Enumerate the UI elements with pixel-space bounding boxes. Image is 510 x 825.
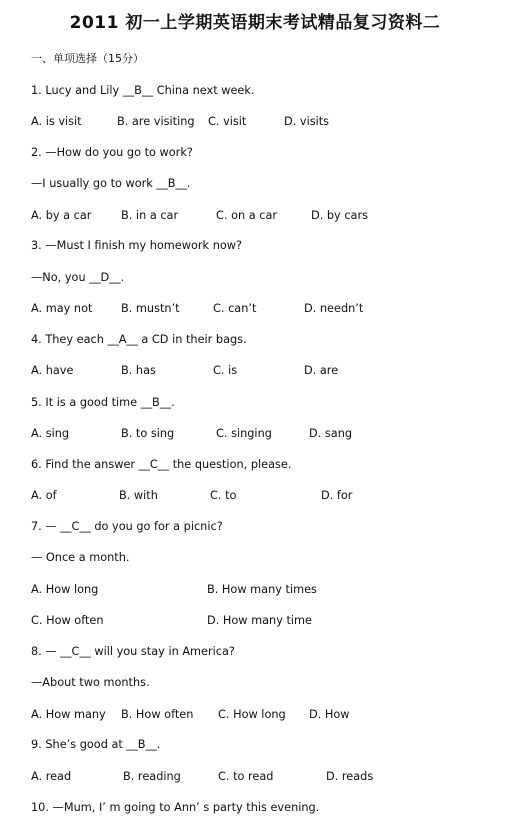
q9-option-b: B. reading [123, 770, 181, 783]
q5-option-b: B. to sing [121, 427, 175, 440]
q8-option-a: A. How many [31, 708, 106, 721]
q2-option-b: B. in a car [121, 209, 179, 222]
question-10: 10. —Mum, I’ m going to Ann’ s party this evening. [31, 801, 320, 814]
question-8: 8. — __C__ will you stay in America? [31, 645, 235, 658]
q3-option-a: A. may not [31, 302, 93, 315]
q8-option-b: B. How often [121, 708, 194, 721]
q7-option-d: D. How many time [207, 614, 313, 627]
page-title: 2011 初一上学期英语期末考试精品复习资料二 [69, 13, 441, 33]
question-7: 7. — __C__ do you go for a picnic? [31, 520, 223, 533]
q3-option-d: D. needn’t [304, 302, 364, 315]
q1-option-c: C. visit [208, 115, 247, 128]
q4-option-b: B. has [121, 364, 156, 377]
q1-option-b: B. are visiting [117, 115, 195, 128]
question-4: 4. They each __A__ a CD in their bags. [31, 333, 247, 346]
question-6: 6. Find the answer __C__ the question, please. [31, 458, 292, 471]
question-2: 2. —How do you go to work? [31, 146, 193, 159]
q4-option-c: C. is [213, 364, 238, 377]
q6-option-c: C. to [210, 489, 237, 502]
q4-option-d: D. are [304, 364, 339, 377]
q5-option-c: C. singing [216, 427, 272, 440]
q6-option-b: B. with [119, 489, 158, 502]
q7-option-a: A. How long [31, 583, 99, 596]
section-heading: 一、单项选择（15分） [31, 52, 144, 65]
q3-option-c: C. can’t [213, 302, 257, 315]
q4-option-a: A. have [31, 364, 74, 377]
q3-option-b: B. mustn’t [121, 302, 180, 315]
q8-option-c: C. How long [218, 708, 286, 721]
question-2-response: —I usually go to work __B__. [31, 177, 191, 190]
q2-option-c: C. on a car [216, 209, 278, 222]
q5-option-a: A. sing [31, 427, 70, 440]
question-3-response: —No, you __D__. [31, 271, 125, 284]
q2-option-a: A. by a car [31, 209, 92, 222]
question-9: 9. She’s good at __B__. [31, 738, 161, 751]
q9-option-c: C. to read [218, 770, 274, 783]
q8-option-d: D. How [309, 708, 350, 721]
q9-option-d: D. reads [326, 770, 374, 783]
question-3: 3. —Must I finish my homework now? [31, 239, 242, 252]
question-1: 1. Lucy and Lily __B__ China next week. [31, 84, 255, 97]
question-5: 5. It is a good time __B__. [31, 396, 175, 409]
q1-option-a: A. is visit [31, 115, 82, 128]
q1-option-d: D. visits [284, 115, 330, 128]
q2-option-d: D. by cars [311, 209, 368, 222]
q7-option-b: B. How many times [207, 583, 317, 596]
q6-option-a: A. of [31, 489, 57, 502]
q7-option-c: C. How often [31, 614, 104, 627]
q9-option-a: A. read [31, 770, 72, 783]
q6-option-d: D. for [321, 489, 353, 502]
q5-option-d: D. sang [309, 427, 353, 440]
question-8-response: —About two months. [31, 676, 150, 689]
question-7-response: — Once a month. [31, 551, 130, 564]
